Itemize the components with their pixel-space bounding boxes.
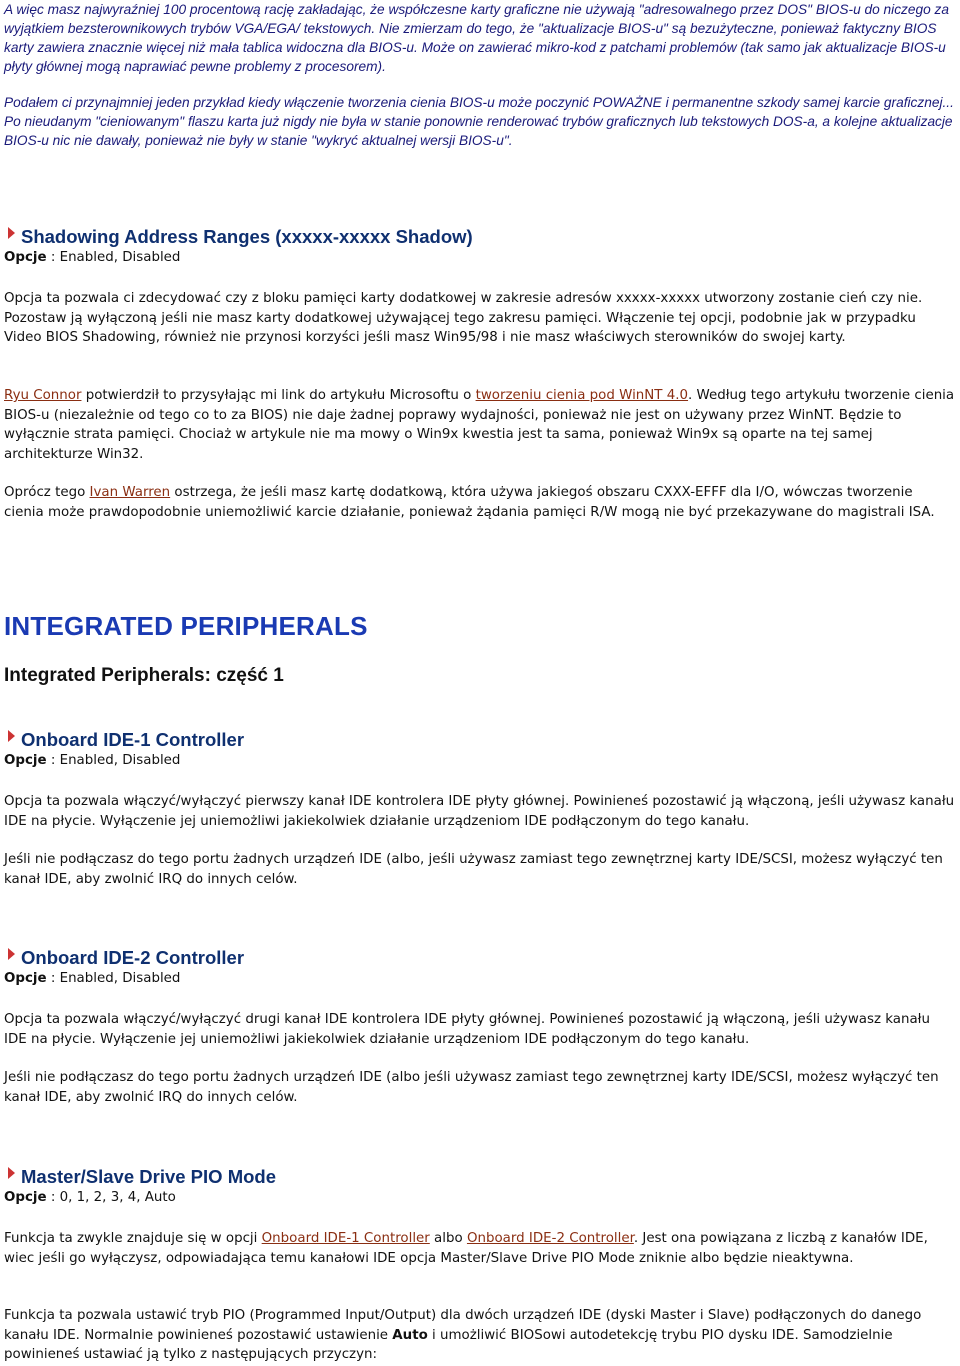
paragraph: Opcja ta pozwala włączyć/wyłączyć pierwszy kanał IDE kontrolera IDE płyty głównej. Powinieneś pozostawić ją włączoną, jeśli używasz kanału IDE na płycie. Wyłączenie jej uniemożliwi jakiekolwiek działanie urządzeniom IDE podłączonym do tego kanału. (4, 794, 955, 829)
arrow-right-icon (8, 948, 15, 960)
heading-integrated-peripherals: INTEGRATED PERIPHERALS (4, 611, 368, 641)
arrow-right-icon (8, 730, 15, 742)
section-title-ide1: Onboard IDE-1 Controller (4, 729, 956, 751)
paragraph: Funkcja ta pozwala ustawić tryb PIO (Programmed Input/Output) dla dwóch urządzeń IDE (dyski Master i Slave) podłączonych do danego kanału IDE. Normalnie powinieneś pozostawić ustawienie Auto i umożliwić BIOSowi autodetekcję trybu PIO dysku IDE. Samodzielnie powinieneś ustawiać ją tylko z następujących przyczyn: (4, 1308, 922, 1362)
quote-paragraph-1: A więc masz najwyraźniej 100 procentową rację zakładając, że współczesne karty graficzne nie używają "adresowalnego przez DOS" BIOS-u do niczego za wyjątkiem bezsterownikowych trybów VGA/EGA/ tekstowych. Nie zmierzam do tego, że "aktualizacje BIOS-u" są bezużyteczne, ponieważ faktyczny BIOS karty zawiera znacznie więcej niż mała tablica widoczna dla BIOS-u. Może on zawierać mikro-kod z patchami problemów (tak samo jak aktualizacje BIOS-u płyty głównej mogą naprawiać pewne problemy z procesorem). (4, 2, 949, 74)
options-line: Opcje : Enabled, Disabled (4, 250, 181, 265)
options-line: Opcje : Enabled, Disabled (4, 753, 181, 768)
link-winnt-shadowing-article[interactable]: tworzeniu cienia pod WinNT 4.0 (475, 388, 689, 403)
section-shadowing (4, 226, 956, 267)
arrow-right-icon (8, 1167, 15, 1179)
link-onboard-ide1[interactable]: Onboard IDE-1 Controller (261, 1231, 430, 1246)
paragraph: Opcja ta pozwala ci zdecydować czy z bloku pamięci karty dodatkowej w zakresie adresów xxxxx-xxxxx utworzony zostanie cień czy nie. Pozostaw ją wyłączoną jeśli nie masz karty dodatkowej używającej tego zakresu pamięci. Włączenie tej opcji, podobnie jak w przypadku Video BIOS Shadowing, również nie przynosi korzyści jeśli masz Win95/98 i nie masz właściwych sterowników do swojej karty. (4, 291, 923, 345)
section-ide2 (4, 947, 956, 988)
section-pio-mode (4, 1166, 956, 1207)
section-title-shadowing: Shadowing Address Ranges (xxxxx-xxxxx Shadow) (4, 226, 956, 248)
paragraph: Jeśli nie podłączasz do tego portu żadnych urządzeń IDE (albo, jeśli używasz zamiast tego zewnętrznej karty IDE/SCSI, możesz wyłączyć ten kanał IDE, aby zwolnić IRQ do innych celów. (4, 852, 943, 887)
paragraph: Jeśli nie podłączasz do tego portu żadnych urządzeń IDE (albo jeśli używasz zamiast tego zewnętrznej karty IDE/SCSI, możesz wyłączyć ten kanał IDE, aby zwolnić IRQ do innych celów. (4, 1070, 939, 1105)
section-title-ide2: Onboard IDE-2 Controller (4, 947, 956, 969)
link-onboard-ide2[interactable]: Onboard IDE-2 Controller (466, 1231, 634, 1246)
arrow-right-icon (8, 227, 15, 239)
paragraph: Oprócz tego Ivan Warren ostrzega, że jeśli masz kartę dodatkową, która używa jakiegoś obszaru CXXX-EFFF dla I/O, wówczas tworzenie cienia może prawdopodobnie uniemożliwić karcie działanie, ponieważ żądania pamięci R/W mogą nie być przekazywane do magistrali ISA. (4, 485, 935, 520)
link-ivan-warren[interactable]: Ivan Warren (89, 485, 171, 500)
paragraph: Ryu Connor potwierdził to przysyłając mi link do artykułu Microsoftu o tworzeniu cienia pod WinNT 4.0. Według tego artykułu tworzenie cienia BIOS-u (niezależnie od tego co to za BIOS) nie daje żadnej poprawy wydajności, ponieważ nie jest on używany przez WinNT. Będzie to wyłącznie strata pamięci. Chociaż w artykule nie ma mowy o Win9x kwestia jest ta sama, ponieważ Win9x są oparte na tej samej architekturze Win32. (4, 388, 955, 462)
section-title-pio-mode: Master/Slave Drive PIO Mode (4, 1166, 956, 1188)
options-line: Opcje : Enabled, Disabled (4, 971, 181, 986)
paragraph: Opcja ta pozwala włączyć/wyłączyć drugi kanał IDE kontrolera IDE płyty głównej. Powinieneś pozostawić ją włączoną, jeśli używasz kanału IDE na płycie. Wyłączenie jej uniemożliwi jakiekolwiek działanie urządzeniom IDE podłączonym do tego kanału. (4, 1012, 930, 1047)
section-ide1 (4, 729, 956, 770)
quote-paragraph-2: Podałem ci przynajmniej jeden przykład kiedy włączenie tworzenia cienia BIOS-u może poczynić POWAŻNE i permanentne szkody samej karcie graficznej... Po nieudanym "cieniowanym" flaszu karta już nigdy nie była w stanie ponownie renderować trybów graficznych lub tekstowych DOS-a, a kolejne aktualizacje BIOS-u nic nie dawały, ponieważ nie były w stanie "wykryć aktualnej wersji BIOS-u". (4, 95, 954, 148)
link-ryu-connor[interactable]: Ryu Connor (4, 388, 82, 403)
options-line: Opcje : 0, 1, 2, 3, 4, Auto (4, 1190, 176, 1205)
subheading-part-1: Integrated Peripherals: część 1 (4, 665, 284, 686)
paragraph: Funkcja ta zwykle znajduje się w opcji Onboard IDE-1 Controller albo Onboard IDE-2 Controller. Jest ona powiązana z liczbą z kanałów IDE, wiec jeśli go wyłączysz, odpowiadająca temu kanałowi IDE opcja Master/Slave Drive PIO Mode zniknie albo będzie nieaktywna. (4, 1231, 928, 1266)
